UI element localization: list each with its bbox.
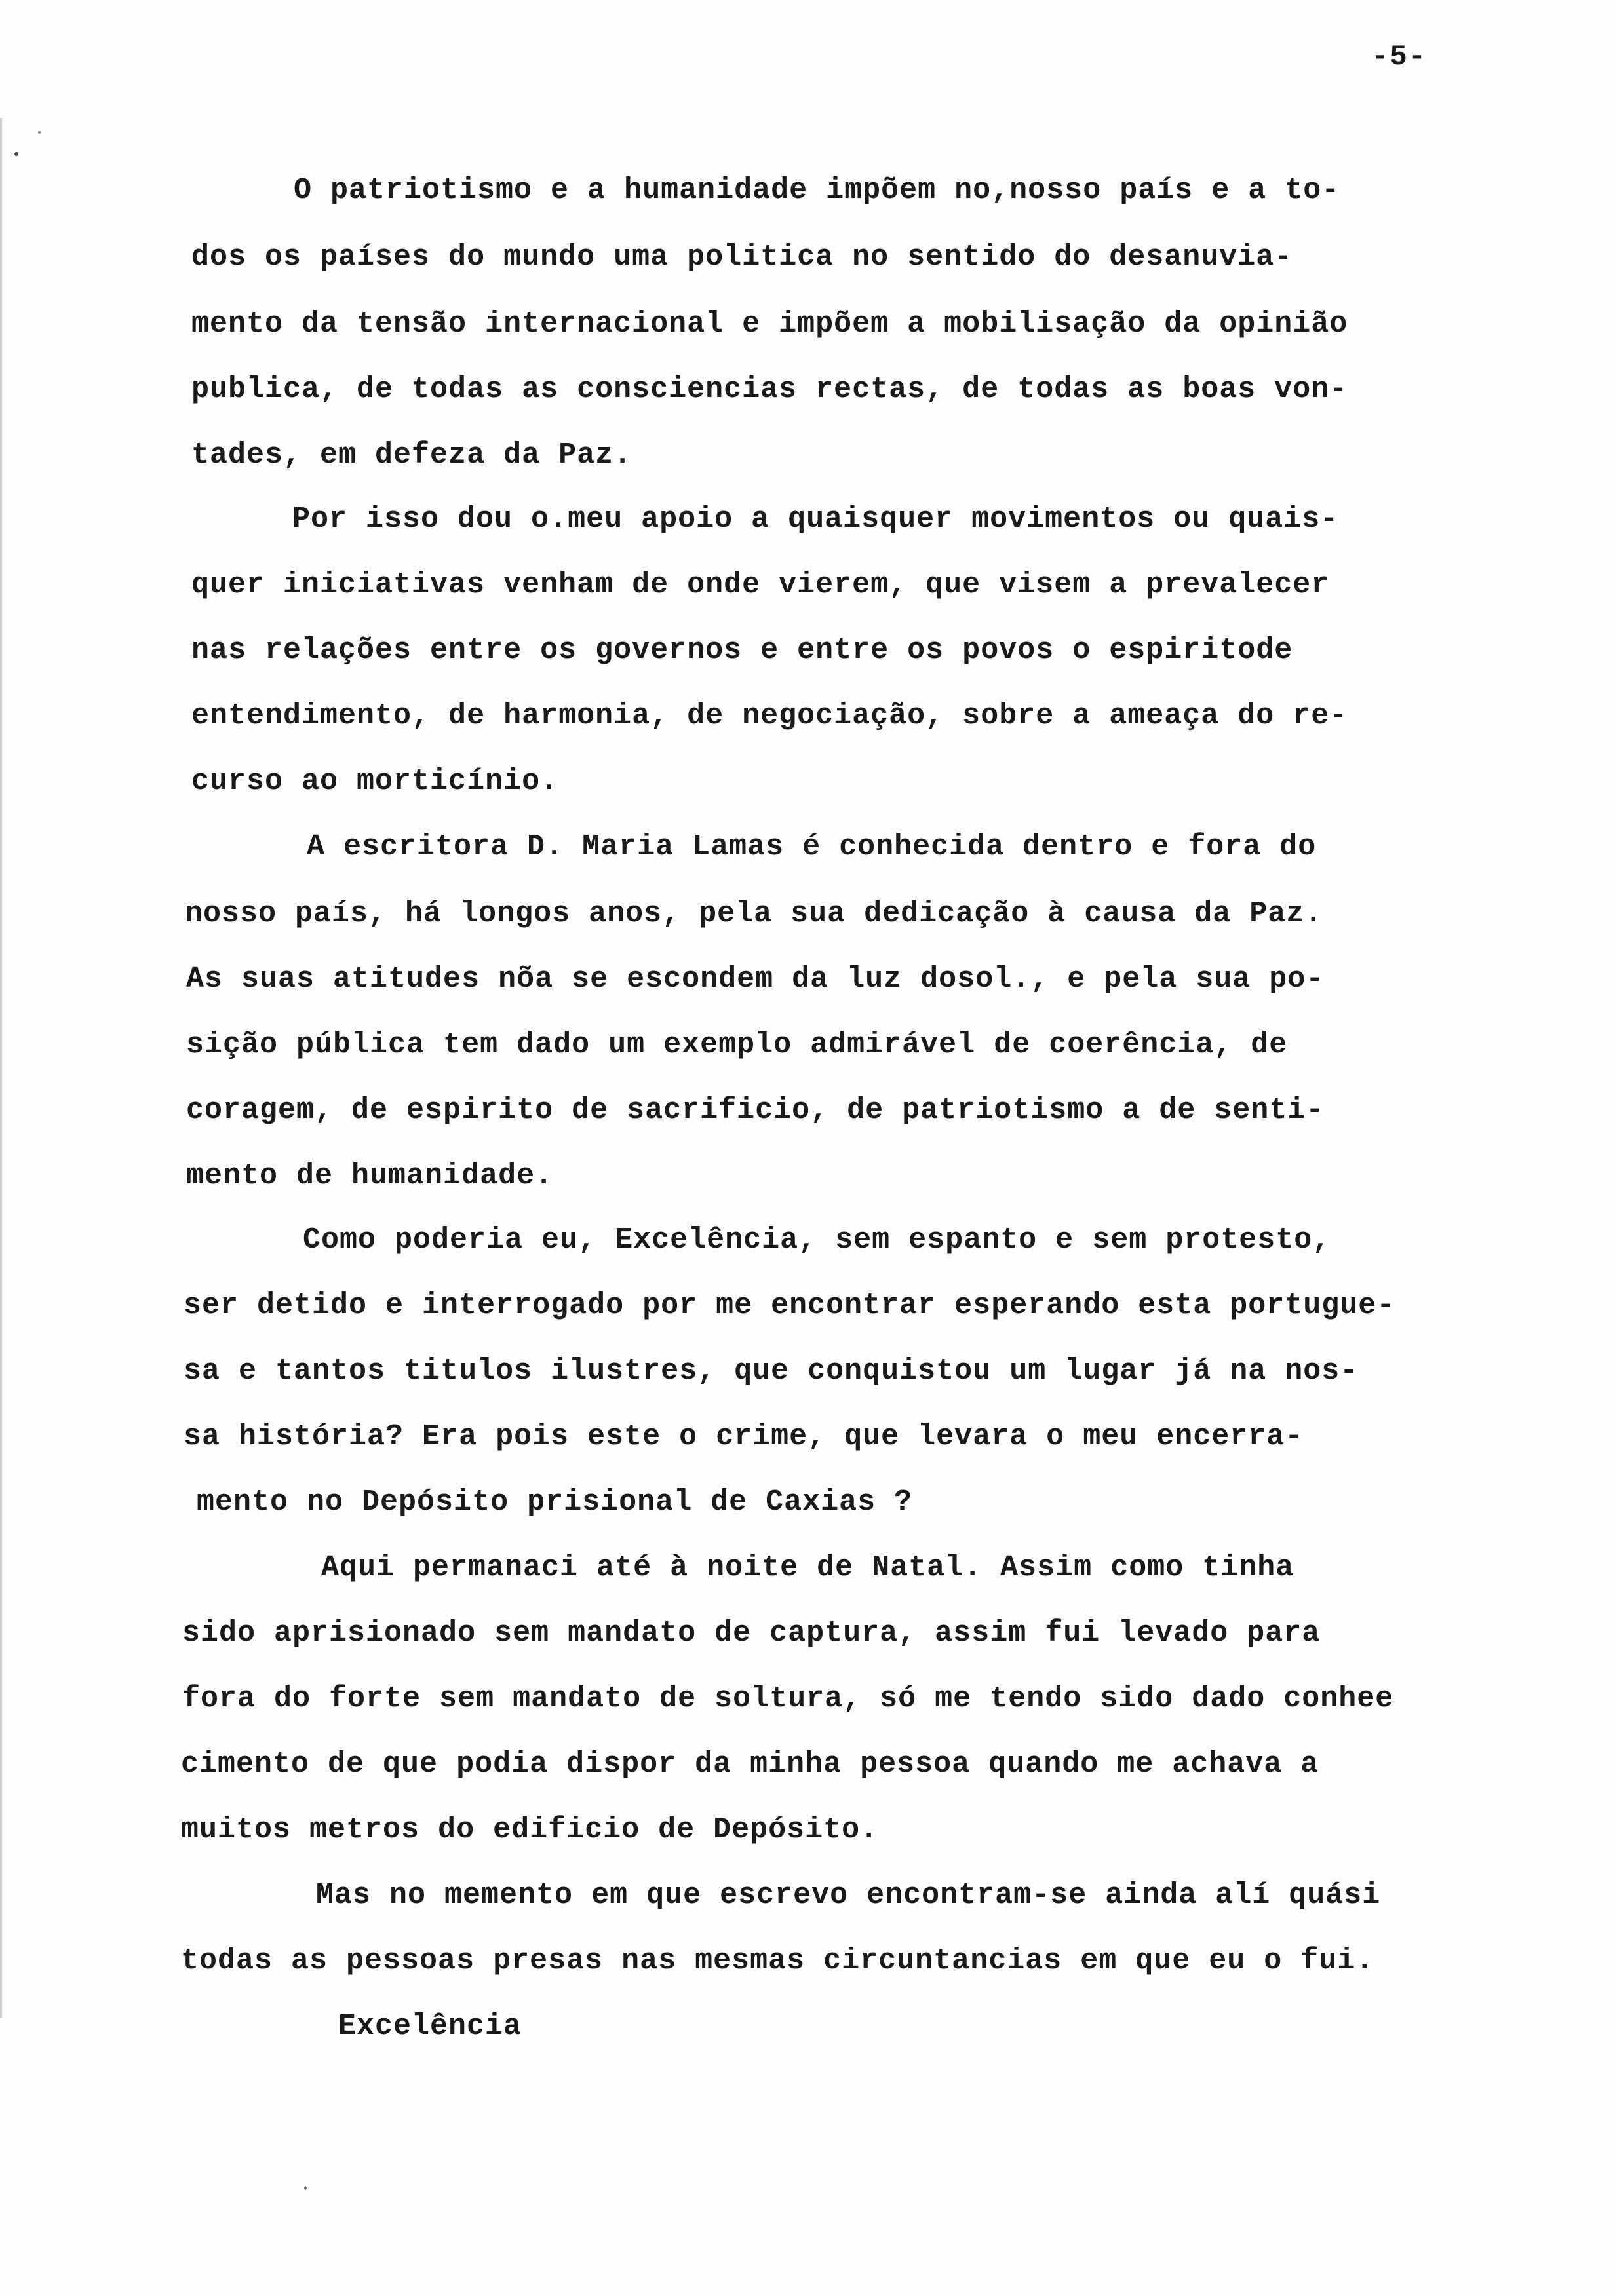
text-line: tades, em defeza da Paz. bbox=[191, 438, 632, 472]
closing-salutation: Excelência bbox=[338, 2010, 522, 2043]
text-line: todas as pessoas presas nas mesmas circuntancias em que eu o fui. bbox=[181, 1944, 1374, 1978]
text-line: mento de humanidade. bbox=[186, 1159, 554, 1193]
text-line: nosso país, há longos anos, pela sua dedicação à causa da Paz. bbox=[185, 897, 1323, 930]
text-line: sição pública tem dado um exemplo admirável de coerência, de bbox=[186, 1028, 1288, 1062]
text-line: muitos metros do edificio de Depósito. bbox=[181, 1813, 879, 1846]
text-line: Aqui permanaci até à noite de Natal. Assim como tinha bbox=[321, 1551, 1294, 1584]
page-number: -5- bbox=[1371, 41, 1428, 73]
text-line: dos os países do mundo uma politica no sentido do desanuvia- bbox=[191, 240, 1293, 274]
text-line: mento da tensão internacional e impõem a mobilisação da opinião bbox=[191, 307, 1348, 341]
text-line: curso ao morticínio. bbox=[191, 765, 559, 798]
text-line: entendimento, de harmonia, de negociação, sobre a ameaça do re- bbox=[191, 699, 1348, 733]
text-line: As suas atitudes nõa se escondem da luz dosol., e pela sua po- bbox=[186, 963, 1325, 996]
text-line: coragem, de espirito de sacrificio, de patriotismo a de senti- bbox=[186, 1094, 1325, 1127]
text-line: sa história? Era pois este o crime, que levara o meu encerra- bbox=[184, 1420, 1304, 1453]
text-line: publica, de todas as consciencias rectas, de todas as boas von- bbox=[191, 373, 1348, 406]
text-line: Como poderia eu, Excelência, sem espanto e sem protesto, bbox=[303, 1223, 1331, 1257]
text-line: Por isso dou o.meu apoio a quaisquer movimentos ou quais- bbox=[292, 503, 1339, 536]
text-line: sa e tantos titulos ilustres, que conquistou um lugar já na nos- bbox=[184, 1354, 1359, 1388]
text-line: Mas no memento em que escrevo encontram-se ainda alí quási bbox=[316, 1879, 1381, 1912]
margin-speck bbox=[304, 2186, 307, 2190]
text-line: nas relações entre os governos e entre os povos o espiritode bbox=[191, 634, 1293, 667]
text-line: fora do forte sem mandato de soltura, só me tendo sido dado conhee bbox=[182, 1682, 1394, 1715]
left-edge-line bbox=[0, 118, 2, 2018]
text-line: mento no Depósito prisional de Caxias ? bbox=[197, 1485, 913, 1519]
text-line: sido aprisionado sem mandato de captura, assim fui levado para bbox=[182, 1617, 1321, 1650]
text-line: quer iniciativas venham de onde vierem, que visem a prevalecer bbox=[191, 568, 1330, 602]
margin-speck bbox=[14, 152, 18, 156]
text-line: A escritora D. Maria Lamas é conhecida dentro e fora do bbox=[307, 830, 1317, 864]
text-line: ser detido e interrogado por me encontrar esperando esta portugue- bbox=[184, 1289, 1395, 1322]
margin-speck bbox=[38, 131, 41, 134]
text-line: O patriotismo e a humanidade impõem no,nosso país e a to- bbox=[294, 174, 1340, 207]
text-line: cimento de que podia dispor da minha pessoa quando me achava a bbox=[181, 1748, 1319, 1781]
